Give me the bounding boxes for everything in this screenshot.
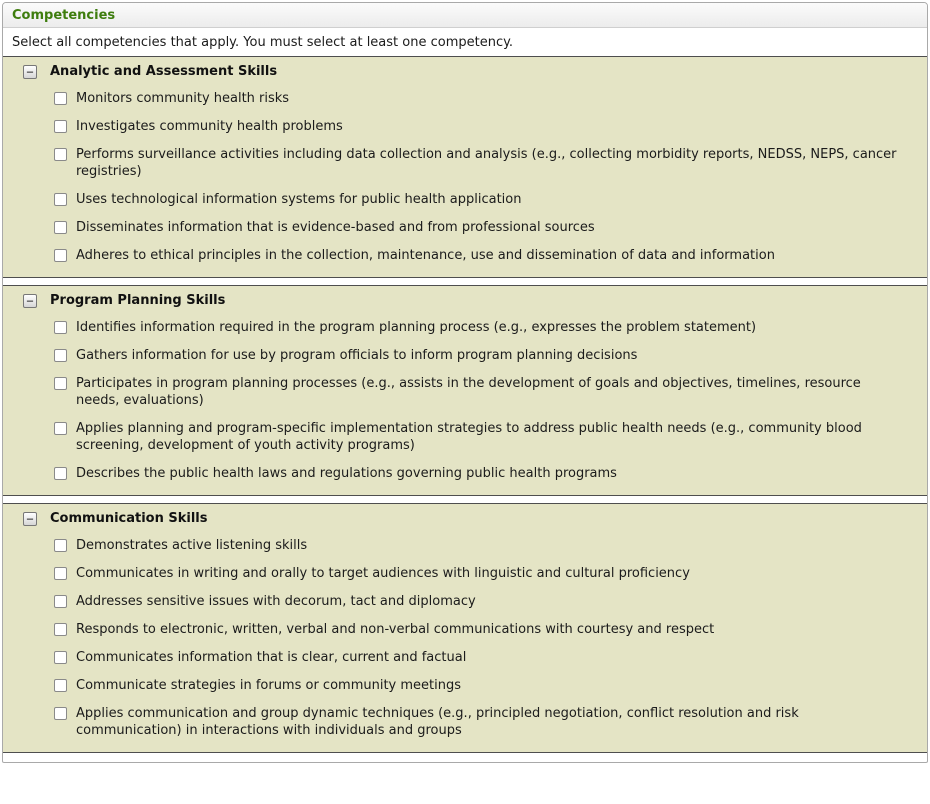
list-item[interactable] [54,90,913,107]
list-item[interactable] [54,593,913,610]
competency-checkbox[interactable] [54,623,67,636]
competency-label: Monitors community health risks [76,91,290,106]
competency-label: Describes the public health laws and regulations governing public health programs [76,466,617,481]
competency-checkbox[interactable] [54,349,67,362]
panel-header [3,3,927,28]
competency-checkbox[interactable] [54,539,67,552]
competency-label: Participates in program planning processes (e.g., assists in the development of goals and objectives, timelines, resource needs, evaluations) [76,376,861,408]
competency-checkbox[interactable] [54,321,67,334]
competency-label: Communicates information that is clear, current and factual [76,650,467,665]
competency-checkbox[interactable] [54,467,67,480]
list-item[interactable] [54,219,913,236]
instruction-text: Select all competencies that apply. You must select at least one competency. [3,28,927,56]
competencies-panel [2,2,928,763]
competency-section [3,56,927,278]
competency-label: Communicates in writing and orally to target audiences with linguistic and cultural proficiency [76,566,690,581]
page-title: Competencies [12,8,116,23]
list-item[interactable] [54,191,913,208]
list-item[interactable] [54,420,913,454]
competency-label: Disseminates information that is evidence-based and from professional sources [76,220,595,235]
list-item[interactable] [54,465,913,482]
section-header [23,64,913,79]
competency-checkbox[interactable] [54,651,67,664]
list-item[interactable] [54,146,913,180]
competency-label: Investigates community health problems [76,119,343,134]
section-header [23,293,913,308]
competency-checkbox[interactable] [54,679,67,692]
competency-label: Uses technological information systems for public health application [76,192,522,207]
list-item[interactable] [54,705,913,739]
competency-checkbox[interactable] [54,567,67,580]
list-item[interactable] [54,118,913,135]
list-item[interactable] [54,677,913,694]
competency-checkbox[interactable] [54,148,67,161]
competency-label: Addresses sensitive issues with decorum, tact and diplomacy [76,594,476,609]
collapse-icon[interactable]: − [23,512,37,526]
competency-section [3,503,927,753]
competency-checkbox[interactable] [54,422,67,435]
list-item[interactable] [54,347,913,364]
competency-checkbox[interactable] [54,92,67,105]
competency-checkbox[interactable] [54,249,67,262]
competency-checkbox[interactable] [54,707,67,720]
competency-section [3,285,927,496]
sections-container [3,56,927,753]
collapse-icon[interactable]: − [23,294,37,308]
section-title: Program Planning Skills [50,293,226,308]
list-item[interactable] [54,247,913,264]
competency-label: Adheres to ethical principles in the collection, maintenance, use and dissemination of data and information [76,248,775,263]
competency-checkbox[interactable] [54,221,67,234]
competency-label: Applies planning and program-specific implementation strategies to address public health needs (e.g., community blood screening, development of youth activity programs) [76,421,862,453]
list-item[interactable] [54,621,913,638]
section-items [23,90,913,264]
list-item[interactable] [54,565,913,582]
list-item[interactable] [54,537,913,554]
competency-label: Responds to electronic, written, verbal and non-verbal communications with courtesy and respect [76,622,715,637]
section-header [23,511,913,526]
list-item[interactable] [54,375,913,409]
competency-label: Demonstrates active listening skills [76,538,308,553]
competency-checkbox[interactable] [54,120,67,133]
competency-checkbox[interactable] [54,595,67,608]
competency-label: Identifies information required in the program planning process (e.g., expresses the problem statement) [76,320,757,335]
competency-label: Performs surveillance activities including data collection and analysis (e.g., collecting morbidity reports, NEDSS, NEPS, cancer registries) [76,147,897,179]
section-title: Analytic and Assessment Skills [50,64,278,79]
competency-label: Applies communication and group dynamic techniques (e.g., principled negotiation, conflict resolution and risk communication) in interactions with individuals and groups [76,706,799,738]
competency-checkbox[interactable] [54,193,67,206]
section-items [23,537,913,739]
competency-checkbox[interactable] [54,377,67,390]
collapse-icon[interactable]: − [23,65,37,79]
section-title: Communication Skills [50,511,208,526]
competency-label: Communicate strategies in forums or community meetings [76,678,462,693]
list-item[interactable] [54,319,913,336]
list-item[interactable] [54,649,913,666]
competency-label: Gathers information for use by program officials to inform program planning decisions [76,348,638,363]
section-items [23,319,913,482]
